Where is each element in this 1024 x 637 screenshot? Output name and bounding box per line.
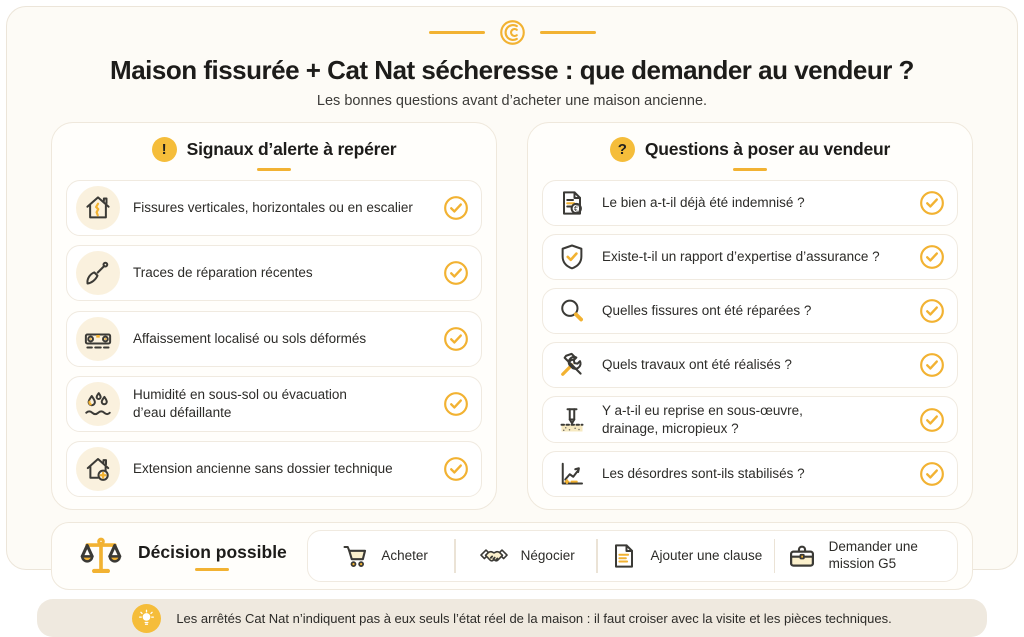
icon-circle [76,251,120,295]
list-item [542,396,958,443]
briefcase-icon [786,540,818,572]
list-item-label: Le bien a-t-il déjà été indemnisé ? [602,194,805,212]
decision-bar [51,522,973,590]
title-underline [733,168,767,171]
list-item-label: Fissures verticales, horizontales ou en escalier [133,199,413,217]
footnote-bar [37,599,987,637]
check-circle-icon [443,195,469,221]
list-item-label: Quelles fissures ont été réparées ? [602,302,811,320]
decision-options [307,530,958,582]
list-item [66,441,482,497]
icon-slot [555,240,589,274]
document-euro-icon [557,188,587,218]
foundation-pile-icon [557,405,587,435]
panel-left-title: Signaux d’alerte à repérer [187,139,397,160]
check-circle-icon [919,461,945,487]
ornament-line-right [540,31,596,34]
list-item [542,288,958,334]
chart-up-icon [557,459,587,489]
ornament-line-left [429,31,485,34]
footnote-text: Les arrêtés Cat Nat n’indiquent pas à eux seuls l’état réel de la maison : il faut croiser avec la visite et les pièces techniques. [176,611,891,626]
house-extension-plus-icon [83,454,113,484]
icon-slot [555,348,589,382]
icon-circle [76,317,120,361]
svg-text:€: € [574,204,579,213]
list-item-label: Quels travaux ont été réalisés ? [602,356,792,374]
trowel-icon [83,258,113,288]
option-label: Négocier [521,548,575,565]
water-drops-icon [83,389,113,419]
magnifier-icon [557,296,587,326]
page-subtitle: Les bonnes questions avant d’acheter une maison ancienne. [37,93,987,109]
cracked-house-icon [83,193,113,223]
warning-list [66,180,482,497]
option-acheter [314,541,455,571]
tools-icon [557,350,587,380]
list-item [542,180,958,226]
decision-title-block [138,542,287,571]
check-circle-icon [919,298,945,324]
page-title: Maison fissurée + Cat Nat sécheresse : que demander au vendeur ? [37,55,987,86]
list-item [66,376,482,432]
option-label: Acheter [381,548,428,565]
infographic-card [6,6,1018,570]
title-underline [257,168,291,171]
decision-title: Décision possible [138,542,287,563]
option-mission-g5 [775,539,951,573]
cart-icon [340,541,370,571]
list-item-label: Existe-t-il un rapport d’expertise d’assurance ? [602,248,880,266]
check-circle-icon [443,326,469,352]
scales-icon [78,533,124,579]
title-underline [195,568,229,571]
check-circle-icon [919,244,945,270]
list-item [542,451,958,497]
option-ajouter-clause [598,541,774,571]
check-circle-icon [443,260,469,286]
icon-slot [555,457,589,491]
check-circle-icon [919,190,945,216]
option-label: Ajouter une clause [650,548,762,565]
icon-slot [555,186,589,220]
icon-circle [76,447,120,491]
list-item [66,180,482,236]
list-item-label: Traces de réparation récentes [133,264,313,282]
icon-slot [555,294,589,328]
check-circle-icon [919,352,945,378]
option-negocier [456,540,597,572]
list-item-label: Y a-t-il eu reprise en sous-œuvre, drainage, micropieux ? [602,402,857,437]
document-clause-icon [609,541,639,571]
panel-right-title: Questions à poser au vendeur [645,139,890,160]
panel-warning-signs [51,122,497,510]
icon-circle [76,382,120,426]
list-item-label: Humidité en sous-sol ou évacuation d’eau défaillante [133,386,368,421]
check-circle-icon [919,407,945,433]
alert-exclamation-icon: ! [152,137,177,162]
list-item [542,234,958,280]
lightbulb-icon [132,604,161,633]
handshake-icon [478,540,510,572]
panel-right-header [542,137,958,162]
list-item [66,245,482,301]
check-circle-icon [443,456,469,482]
list-item-label: Extension ancienne sans dossier technique [133,460,393,478]
check-circle-icon [443,391,469,417]
panels-row [51,122,973,510]
list-item-label: Les désordres sont-ils stabilisés ? [602,465,805,483]
questions-list [542,180,958,497]
icon-slot [555,403,589,437]
panel-left-header [66,137,482,162]
list-item [66,311,482,367]
list-item [542,342,958,388]
shield-check-icon [557,242,587,272]
crescent-circle-icon [499,19,526,46]
question-mark-icon: ? [610,137,635,162]
option-label: Demander une mission G5 [829,539,941,573]
header-ornament [37,19,987,46]
panel-seller-questions [527,122,973,510]
list-item-label: Affaissement localisé ou sols déformés [133,330,366,348]
spirit-level-icon [83,324,113,354]
icon-circle [76,186,120,230]
